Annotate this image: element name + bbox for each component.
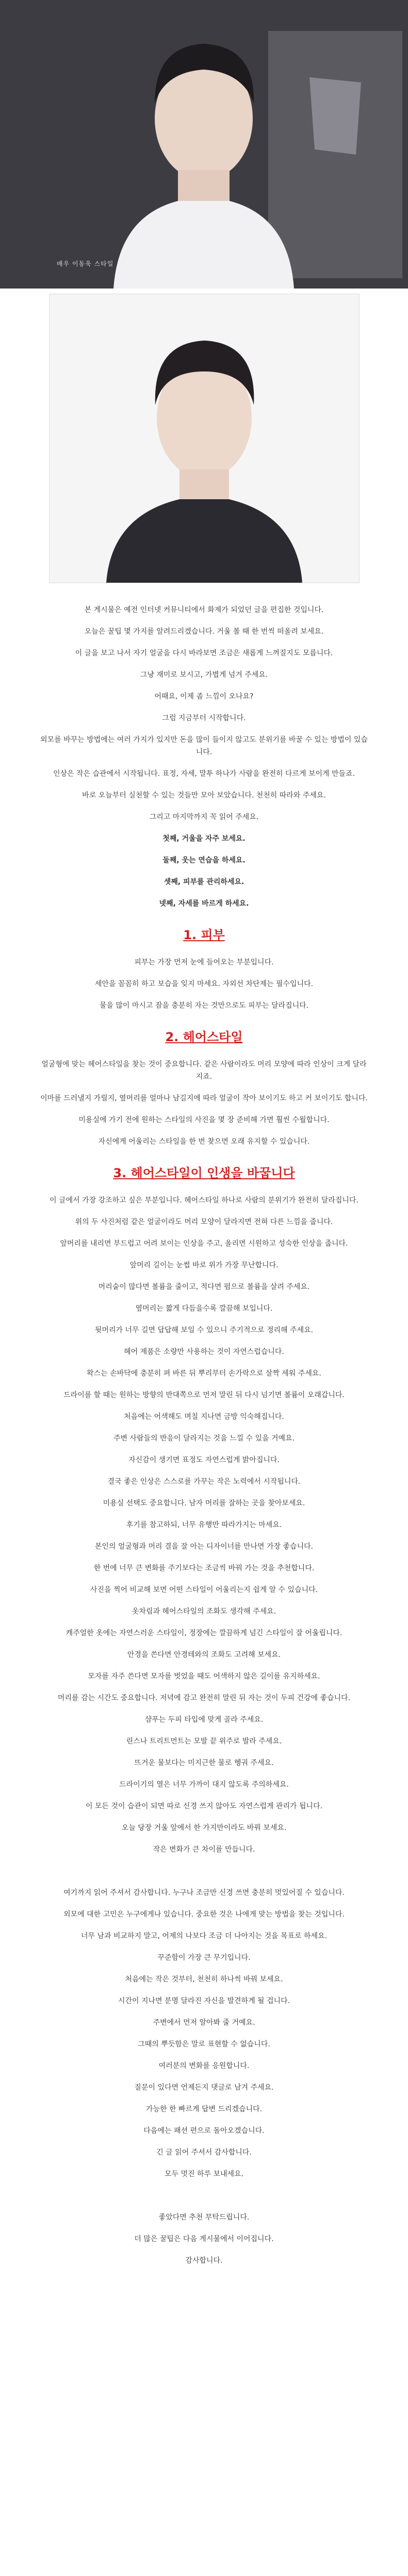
closing-block [39,1887,369,2180]
section3-paragraph: 한 번에 너무 큰 변화를 주기보다는 조금씩 바꿔 가는 것을 추천합니다. [93,1564,315,1572]
portrait-illustration-1 [0,0,408,289]
section-heading-hairstyle: 2. 헤어스타일 [165,1030,243,1044]
section3-paragraph: 린스나 트리트먼트는 모발 끝 위주로 발라 주세요. [126,1737,282,1745]
section3-paragraph: 머리숱이 많다면 볼륨을 줄이고, 적다면 펌으로 볼륨을 살려 주세요. [98,1283,310,1291]
section3-paragraph: 뜨거운 물보다는 미지근한 물로 헹궈 주세요. [134,1759,274,1767]
section3-paragraph: 뒷머리가 너무 길면 답답해 보일 수 있으니 주기적으로 정리해 주세요. [94,1326,314,1334]
section1-paragraph: 세안을 꼼꼼히 하고 보습을 잊지 마세요. 자외선 차단제는 필수입니다. [94,980,314,988]
closing-paragraph: 외모에 대한 고민은 누구에게나 있습니다. 중요한 것은 나에게 맞는 방법을 찾는 것입니다. [63,1910,345,1919]
closing-paragraph: 주변에서 먼저 알아봐 줄 거예요. [153,2019,255,2027]
section3-paragraph: 앞머리를 내리면 부드럽고 어려 보이는 인상을 주고, 올리면 시원하고 성숙한 인상을 줍니다. [60,1240,348,1248]
opening-paragraph: 바로 오늘부터 실천할 수 있는 것들만 모아 보았습니다. 천천히 따라와 주세요. [82,791,326,800]
opening-paragraph: 그리고 마지막까지 꼭 읽어 주세요. [149,813,259,821]
section3-paragraph: 왁스는 손바닥에 충분히 펴 바른 뒤 뿌리부터 손가락으로 살짝 세워 주세요. [87,1369,321,1378]
section3-paragraph: 작은 변화가 큰 차이를 만듭니다. [153,1845,255,1854]
photo-watermark: 배우 이동욱 스타일 [57,260,114,267]
section2-paragraph: 미용실에 가기 전에 원하는 스타일의 사진을 몇 장 준비해 가면 훨씬 수월합니다. [78,1116,330,1124]
closing-paragraph: 다음에는 패션 편으로 돌아오겠습니다. [143,2127,265,2135]
section3-paragraph: 머리를 감는 시간도 중요합니다. 저녁에 감고 완전히 말린 뒤 자는 것이 두피 건강에 좋습니다. [57,1694,351,1702]
intro-paragraph: 오늘은 꿀팁 몇 가지를 알려드리겠습니다. 거울 볼 때 한 번씩 떠올려 보세요. [84,628,324,636]
outro-paragraph: 더 많은 꿀팁은 다음 게시물에서 이어집니다. [134,2235,274,2243]
section3-paragraph: 안경을 쓴다면 안경테와의 조화도 고려해 보세요. [127,1651,281,1659]
highlight-list [39,833,369,910]
intro-paragraph: 이 글을 보고 나서 자기 얼굴을 다시 바라보면 조금은 새롭게 느껴질지도 모릅니다. [75,649,333,657]
closing-paragraph: 처음에는 작은 것부터, 천천히 하나씩 바꿔 보세요. [125,1975,283,1984]
section2-paragraph: 자신에게 어울리는 스타일을 한 번 찾으면 오래 유지할 수 있습니다. [98,1138,310,1146]
section3-paragraph: 사진을 찍어 비교해 보면 어떤 스타일이 어울리는지 쉽게 알 수 있습니다. [90,1586,318,1594]
section3-paragraph: 미용실 선택도 중요합니다. 남자 머리를 잘하는 곳을 찾아보세요. [103,1499,305,1507]
closing-paragraph: 여러분의 변화를 응원합니다. [158,2062,250,2070]
section3-paragraph: 헤어 제품은 소량만 사용하는 것이 자연스럽습니다. [124,1348,284,1356]
section1-paragraph: 물을 많이 마시고 잠을 충분히 자는 것만으로도 피부는 달라집니다. [99,1002,309,1010]
intro-paragraph: 그럼 지금부터 시작합니다. [162,714,246,722]
section2-paragraph: 얼굴형에 맞는 헤어스타일을 찾는 것이 중요합니다. 같은 사람이라도 머리 모양에 따라 인상이 크게 달라지죠. [41,1060,367,1081]
opening-paragraph: 인상은 작은 습관에서 시작됩니다. 표정, 자세, 말투 하나가 사람을 완전히 다르게 보이게 만들죠. [53,770,355,778]
section1-paragraph: 피부는 가장 먼저 눈에 들어오는 부분입니다. [134,958,274,967]
outro-block [39,2211,369,2267]
top-photo [0,0,408,289]
closing-paragraph: 긴 글 읽어 주셔서 감사합니다. [156,2148,252,2157]
intro-paragraph: 본 게시물은 예전 인터넷 커뮤니티에서 화제가 되었던 글을 편집한 것입니다. [84,606,324,614]
section-heading-life-change: 3. 헤어스타일이 인생을 바꿉니다 [113,1166,295,1180]
section3-paragraph: 모자를 자주 쓴다면 모자를 벗었을 때도 어색하지 않은 길이를 유지하세요. [88,1672,320,1681]
section3-paragraph: 후기를 참고하되, 너무 유행만 따라가지는 마세요. [126,1521,282,1529]
second-photo [49,294,360,583]
section3-paragraph: 처음에는 어색해도 며칠 지나면 금방 익숙해집니다. [124,1413,284,1421]
section2-paragraph: 이마를 드러낼지 가릴지, 옆머리를 얼마나 남길지에 따라 얼굴이 작아 보이기도 하고 커 보이기도 합니다. [40,1094,368,1103]
section3-paragraph: 샴푸는 두피 타입에 맞게 골라 주세요. [144,1716,264,1724]
section-heading-skin: 1. 피부 [183,928,225,942]
closing-paragraph: 꾸준함이 가장 큰 무기입니다. [157,1954,251,1962]
closing-paragraph: 가능한 한 빠르게 답변 드리겠습니다. [145,2105,263,2113]
section3-paragraph: 위의 두 사진처럼 같은 얼굴이라도 머리 모양이 달라지면 전혀 다른 느낌을 줍니다. [75,1218,333,1226]
closing-paragraph: 여기까지 읽어 주셔서 감사합니다. 누구나 조금만 신경 쓰면 충분히 멋있어질 수 있습니다. [63,1889,345,1897]
section3-paragraph: 앞머리 길이는 눈썹 바로 위가 가장 무난합니다. [129,1261,279,1269]
intro-paragraph: 어때요, 이제 좀 느낌이 오나요? [154,692,254,701]
section3-paragraph: 주변 사람들의 반응이 달라지는 것을 느낄 수 있을 거예요. [113,1434,295,1443]
intro-block [39,604,369,724]
outro-paragraph: 감사합니다. [185,2257,223,2265]
section3-paragraph: 이 모든 것이 습관이 되면 따로 신경 쓰지 않아도 자연스럽게 관리가 됩니다. [85,1802,323,1810]
closing-paragraph: 시간이 지나면 분명 달라진 자신을 발견하게 될 겁니다. [118,1997,290,2005]
section3-paragraph: 캐주얼한 옷에는 자연스러운 스타일이, 정장에는 깔끔하게 넘긴 스타일이 잘 어울립니다. [66,1629,342,1637]
opening-block [39,734,369,823]
portrait-illustration-2 [50,294,359,583]
section3-paragraph: 이 글에서 가장 강조하고 싶은 부분입니다. 헤어스타일 하나로 사람의 분위기가 완전히 달라집니다. [50,1196,358,1205]
section3-paragraph: 드라이기의 열은 너무 가까이 대지 않도록 주의하세요. [119,1781,289,1789]
closing-paragraph: 그때의 뿌듯함은 말로 표현할 수 없습니다. [138,2040,270,2048]
article-body [39,604,369,2267]
section3-paragraph: 결국 좋은 인상은 스스로를 가꾸는 작은 노력에서 시작됩니다. [107,1478,301,1486]
section3-paragraph: 옆머리는 짧게 다듬을수록 깔끔해 보입니다. [135,1304,273,1313]
highlight-item: 셋째, 피부를 관리하세요. [164,878,244,886]
closing-paragraph: 모두 멋진 하루 보내세요. [164,2170,244,2178]
closing-paragraph: 질문이 있다면 언제든지 댓글로 남겨 주세요. [134,2083,274,2092]
opening-paragraph: 외모를 바꾸는 방법에는 여러 가지가 있지만 돈을 많이 들이지 않고도 분위기를 바꿀 수 있는 방법이 있습니다. [40,736,368,756]
highlight-item: 넷째, 자세를 바르게 하세요. [159,900,249,908]
section3-paragraph: 드라이를 할 때는 원하는 방향의 반대쪽으로 먼저 말린 뒤 다시 넘기면 볼륨이 오래갑니다. [63,1391,345,1399]
highlight-item: 첫째, 거울을 자주 보세요. [162,835,246,843]
outro-paragraph: 좋았다면 추천 부탁드립니다. [158,2213,250,2222]
section3-paragraph: 옷차림과 헤어스타일의 조화도 생각해 주세요. [132,1607,276,1616]
intro-paragraph: 그냥 재미로 보시고, 가볍게 넘겨 주세요. [140,671,268,679]
section3-paragraph: 본인의 얼굴형과 머리 결을 잘 아는 디자이너를 만나면 가장 좋습니다. [94,1543,314,1551]
highlight-item: 둘째, 웃는 연습을 하세요. [162,856,246,865]
section3-paragraph: 오늘 당장 거울 앞에서 한 가지만이라도 바꿔 보세요. [121,1824,287,1832]
section3-paragraph: 자신감이 생기면 표정도 자연스럽게 밝아집니다. [128,1456,280,1464]
closing-paragraph: 너무 남과 비교하지 말고, 어제의 나보다 조금 더 나아지는 것을 목표로 하세요. [80,1932,328,1940]
